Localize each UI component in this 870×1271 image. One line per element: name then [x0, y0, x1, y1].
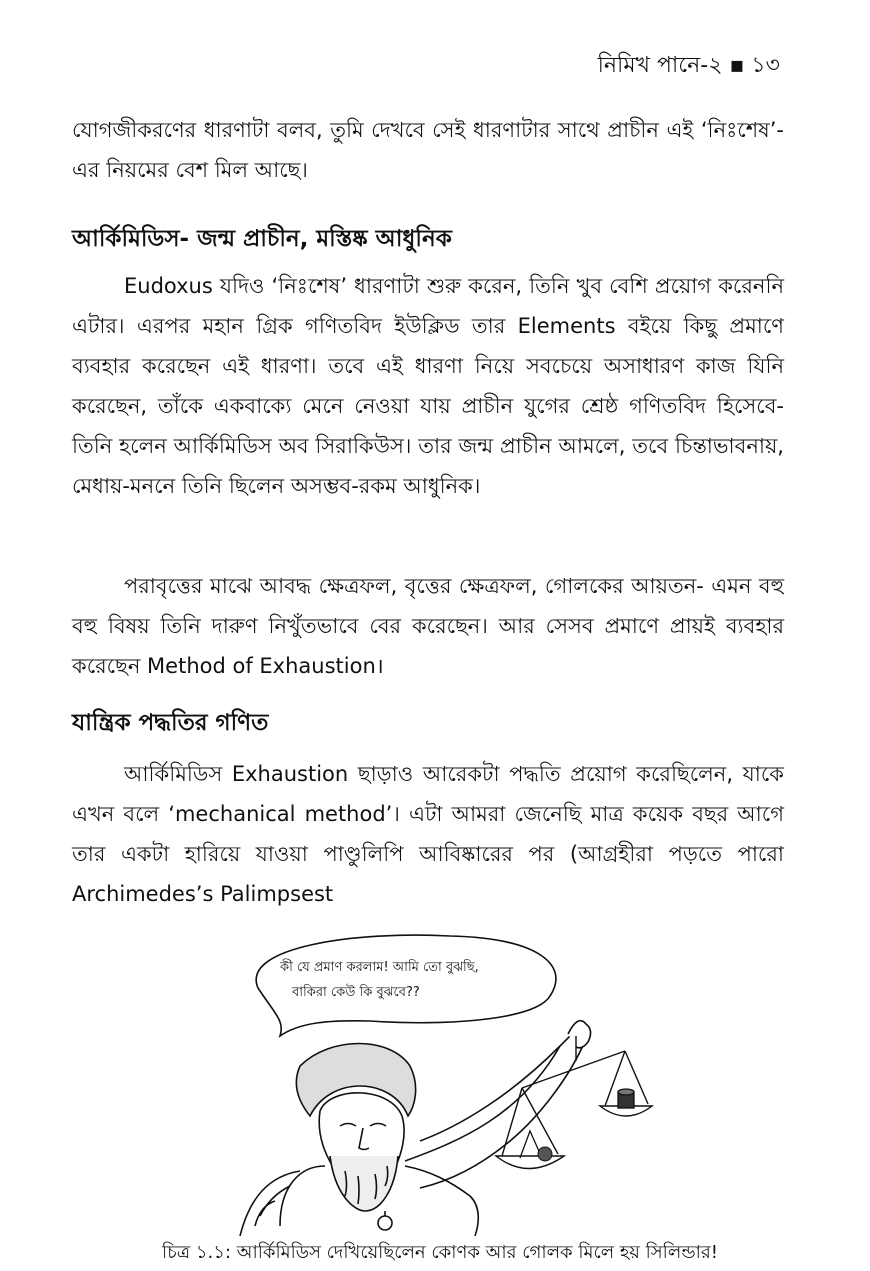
- archimedes-illustration: [180, 926, 700, 1236]
- paragraph-eudoxus: Eudoxus যদিও ‘নিঃশেষ’ ধারণাটা শুরু করেন, তিনি খুব বেশি প্রয়োগ করেননি এটার। এরপর মহান গ্রিক গণিতবিদ ইউক্লিড তার Elements বইয়ে কিছু প্রমাণে ব্যবহার করেছেন এই ধারণা। তবে এই ধারণা নিয়ে সবচেয়ে অসাধারণ কাজ যিনি করেছেন, তাঁকে একবাক্যে মেনে নেওয়া যায় প্রাচীন যুগের শ্রেষ্ঠ গণিতবিদ হিসেবে- তিনি হলেন আর্কিমিডিস অব সিরাকিউস। তার জন্ম প্রাচীন আমলে, তবে চিন্তাভাবনায়, মেধায়-মননে তিনি ছিলেন অসম্ভব-রকম আধুনিক।: [72, 274, 784, 498]
- speech-line-1: কী যে প্রমাণ করলাম! আমি তো বুঝছি,: [280, 960, 479, 975]
- paragraph-parabola: পরাবৃত্তের মাঝে আবদ্ধ ক্ষেত্রফল, বৃত্তের ক্ষেত্রফল, গোলকের আয়তন- এমন বহু বহু বিষয় তিনি দারুণ নিখুঁতভাবে বের করেছেন। আর সেসব প্রমাণে প্রায়ই ব্যবহার করেছেন Method of Exhaustion।: [72, 574, 784, 678]
- section-heading-mechanical: যান্ত্রিক পদ্ধতির গণিত: [72, 710, 269, 736]
- figure-caption: চিত্র ১.১: আর্কিমিডিস দেখিয়েছিলেন কোণক আর গোলক মিলে হয় সিলিন্ডার!: [162, 1242, 718, 1263]
- running-header: নিমিখ পানে-২ ▪ ১৩: [597, 53, 780, 78]
- paragraph-mechanical-method: আর্কিমিডিস Exhaustion ছাড়াও আরেকটা পদ্ধতি প্রয়োগ করেছিলেন, যাকে এখন বলে ‘mechanical method’। এটা আমরা জেনেছি মাত্র কয়েক বছর আগে তার একটা হারিয়ে যাওয়া পাণ্ডুলিপি আবিষ্কারের পর (আগ্রহীরা পড়তে পারো Archimedes’s Palimpsest: [72, 762, 784, 906]
- section-heading-archimedes: আর্কিমিডিস- জন্ম প্রাচীন, মস্তিষ্ক আধুনিক: [72, 226, 452, 252]
- archimedes-portrait: [240, 1021, 591, 1236]
- cylinder-icon: [618, 1089, 634, 1108]
- paragraph-continuation: যোগজীকরণের ধারণাটা বলব, তুমি দেখবে সেই ধারণাটার সাথে প্রাচীন এই ‘নিঃশেষ’-এর নিয়মের বেশ মিল আছে।: [72, 118, 784, 182]
- speech-bubble: [256, 935, 556, 1036]
- sphere-icon: [538, 1147, 552, 1161]
- speech-line-2: বাকিরা কেউ কি বুঝবে??: [292, 985, 420, 1000]
